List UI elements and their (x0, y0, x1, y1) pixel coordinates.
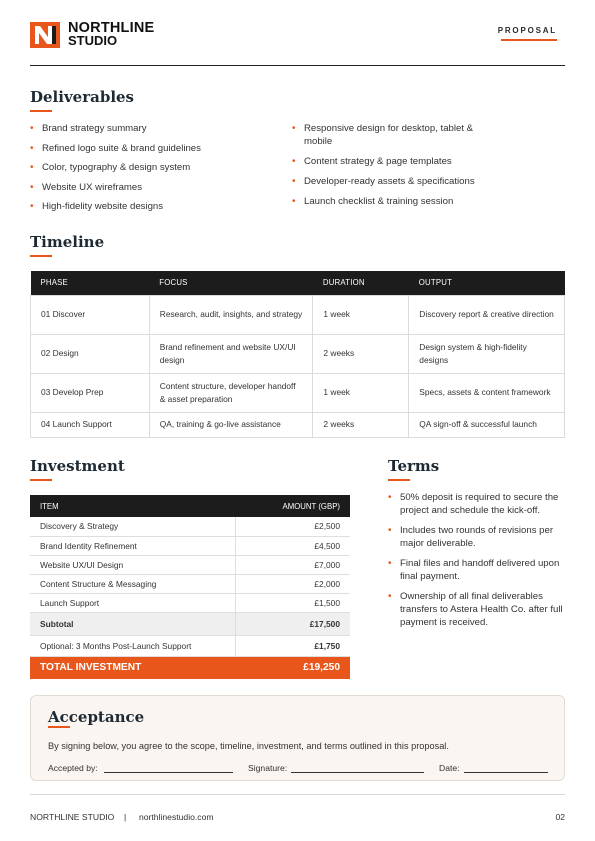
signature-line[interactable] (291, 772, 424, 773)
focus-cell: Research, audit, insights, and strategy (149, 295, 313, 334)
list-item: • High-fidelity website designs (30, 200, 270, 213)
output-cell: Specs, assets & content framework (409, 373, 565, 412)
subtotal-amount: £17,500 (235, 612, 350, 635)
list-item: • Website UX wireframes (30, 181, 270, 194)
column-header-output: OUTPUT (409, 271, 565, 295)
date-line[interactable] (464, 772, 548, 773)
deliverables-title: Deliverables (30, 88, 135, 106)
deliverables-list-left (30, 122, 270, 213)
signature-label: Signature: (248, 763, 288, 773)
optional-label: Optional: 3 Months Post-Launch Support (30, 635, 235, 656)
investment-title: Investment (30, 457, 125, 475)
table-row (31, 373, 565, 412)
column-header-duration: DURATION (313, 271, 409, 295)
item-cell: Launch Support (30, 593, 235, 612)
date-label: Date: (439, 763, 460, 773)
page-header (30, 20, 565, 66)
brand-wordmark (68, 22, 154, 47)
terms-title: Terms (388, 457, 440, 475)
footer-website[interactable]: northlinestudio.com (139, 812, 214, 822)
table-row (30, 536, 350, 555)
list-item: • Color, typography & design system (30, 161, 270, 174)
list-item: • Refined logo suite & brand guidelines (30, 142, 270, 155)
brand-name-line1: NORTHLINE (68, 20, 155, 36)
optional-row (30, 635, 350, 656)
accepted-by-line[interactable] (104, 772, 233, 773)
table-row (31, 334, 565, 373)
terms-list (388, 491, 568, 629)
list-item: • Includes two rounds of revisions per major deliverable. (388, 524, 568, 550)
list-item: • Ownership of all final deliverables transfers to Astera Health Co. after full payment is received. (388, 590, 568, 629)
output-cell: QA sign-off & successful launch (409, 412, 565, 437)
acceptance-underline (48, 726, 70, 728)
amount-cell: £2,000 (235, 574, 350, 593)
subtotal-row (30, 612, 350, 635)
table-row (30, 555, 350, 574)
item-cell: Discovery & Strategy (30, 517, 235, 536)
deliverables-list-right (292, 122, 502, 208)
document-type-label: PROPOSAL (497, 26, 557, 35)
duration-cell: 1 week (313, 373, 409, 412)
footer-separator: | (124, 812, 127, 822)
column-header-focus: FOCUS (149, 271, 313, 295)
timeline-table (30, 271, 565, 438)
table-row (30, 517, 350, 536)
focus-cell: QA, training & go-live assistance (149, 412, 313, 437)
table-row (30, 593, 350, 612)
column-header-item: ITEM (30, 495, 235, 517)
list-item: • Brand strategy summary (30, 122, 270, 135)
investment-underline (30, 479, 52, 481)
item-cell: Website UX/UI Design (30, 555, 235, 574)
total-label: TOTAL INVESTMENT (30, 656, 235, 679)
timeline-underline (30, 255, 52, 257)
accepted-by-label: Accepted by: (48, 763, 98, 773)
output-cell: Design system & high-fidelity designs (409, 334, 565, 373)
duration-cell: 2 weeks (313, 334, 409, 373)
phase-cell: 04 Launch Support (31, 412, 150, 437)
acceptance-title: Acceptance (48, 708, 145, 726)
table-row (31, 295, 565, 334)
brand-name-line2: STUDIO (68, 33, 118, 48)
focus-cell: Brand refinement and website UX/UI design (149, 334, 313, 373)
acceptance-text: By signing below, you agree to the scope, timeline, investment, and terms outlined in this proposal. (48, 741, 449, 751)
focus-cell: Content structure, developer handoff & asset preparation (149, 373, 313, 412)
list-item: • Final files and handoff delivered upon final payment. (388, 557, 568, 583)
table-row (30, 574, 350, 593)
subtotal-label: Subtotal (30, 612, 235, 635)
phase-cell: 02 Design (31, 334, 150, 373)
duration-cell: 1 week (313, 295, 409, 334)
document-type-underline (501, 39, 557, 41)
total-amount: £19,250 (235, 656, 350, 679)
timeline-title: Timeline (30, 233, 105, 251)
phase-cell: 03 Develop Prep (31, 373, 150, 412)
list-item: • Developer-ready assets & specifications (292, 175, 502, 188)
duration-cell: 2 weeks (313, 412, 409, 437)
optional-amount: £1,750 (235, 635, 350, 656)
deliverables-underline (30, 110, 52, 112)
footer-divider (30, 794, 565, 795)
list-item: • Launch checklist & training session (292, 195, 502, 208)
item-cell: Brand Identity Refinement (30, 536, 235, 555)
terms-underline (388, 479, 410, 481)
amount-cell: £7,000 (235, 555, 350, 574)
footer-company: NORTHLINE STUDIO (30, 812, 115, 822)
column-header-phase: PHASE (31, 271, 150, 295)
acceptance-box (30, 695, 565, 781)
amount-cell: £4,500 (235, 536, 350, 555)
northline-logo-icon (30, 22, 60, 48)
page-number: 02 (555, 812, 565, 822)
amount-cell: £2,500 (235, 517, 350, 536)
list-item: • Responsive design for desktop, tablet & mobile (292, 122, 502, 148)
phase-cell: 01 Discover (31, 295, 150, 334)
item-cell: Content Structure & Messaging (30, 574, 235, 593)
investment-table (30, 495, 350, 679)
output-cell: Discovery report & creative direction (409, 295, 565, 334)
list-item: • Content strategy & page templates (292, 155, 502, 168)
column-header-amount: AMOUNT (GBP) (235, 495, 350, 517)
table-row (31, 412, 565, 437)
list-item: • 50% deposit is required to secure the project and schedule the kick-off. (388, 491, 568, 517)
amount-cell: £1,500 (235, 593, 350, 612)
total-row (30, 656, 350, 679)
